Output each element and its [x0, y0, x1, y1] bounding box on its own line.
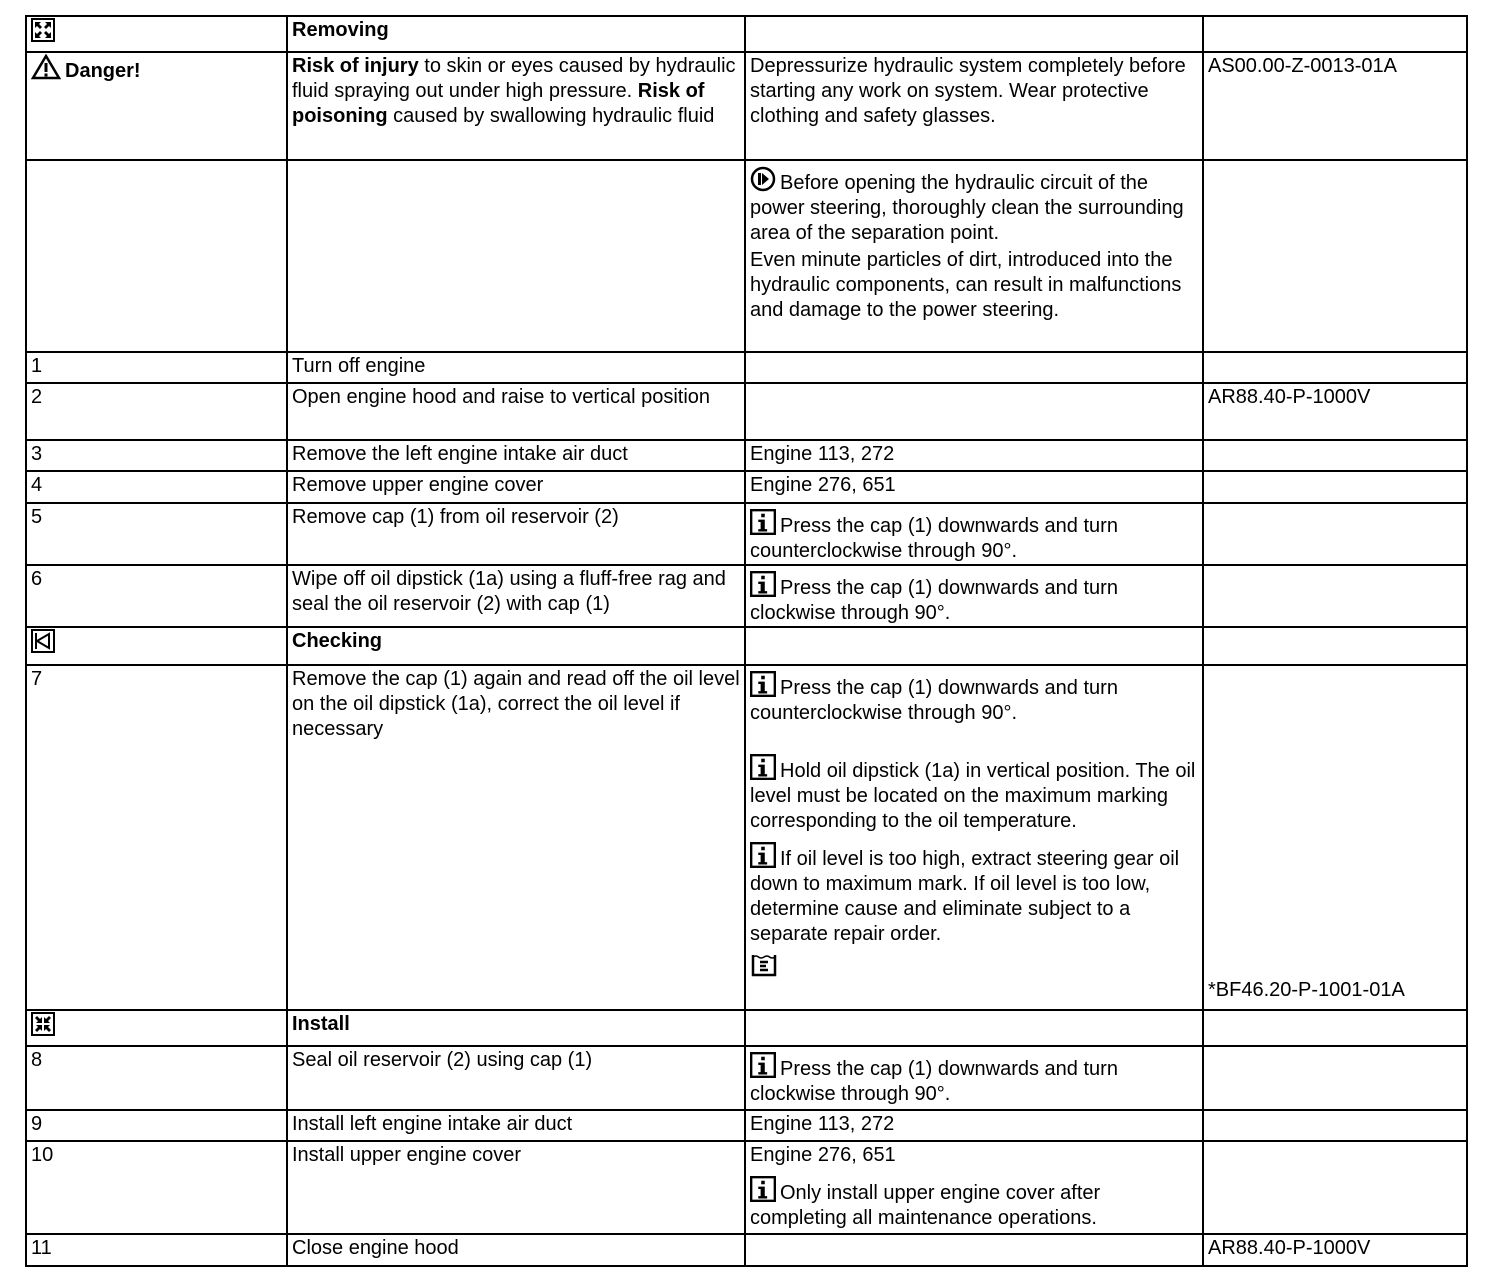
- step-number: 3: [26, 440, 287, 471]
- step-row: [26, 1110, 1467, 1141]
- info-icon: [750, 842, 776, 868]
- info-icon: [750, 1176, 776, 1202]
- step-action: Install upper engine cover: [287, 1141, 745, 1234]
- install-icon: [31, 1012, 55, 1036]
- step-notes: [745, 1141, 1203, 1234]
- danger-measure: Depressurize hydraulic system completely before starting any work on system. Wear protective clothing and safety glasses.: [745, 52, 1203, 160]
- step-notes: [745, 471, 1203, 503]
- risk-injury: Risk of injury: [292, 55, 419, 77]
- step-note: Only install upper engine cover after completing all maintenance operations.: [750, 1182, 1101, 1229]
- step-notes: [745, 503, 1203, 565]
- step-reference[interactable]: [1203, 352, 1467, 383]
- step-number: 1: [26, 352, 287, 383]
- step-row: [26, 1046, 1467, 1110]
- step-note: Hold oil dipstick (1a) in vertical position. The oil level must be located on the maximum marking corresponding to the oil temperature.: [750, 760, 1196, 832]
- step-reference[interactable]: [1203, 1110, 1467, 1141]
- step-notes: [745, 440, 1203, 471]
- danger-label: Danger!: [65, 60, 141, 82]
- step-notes: [745, 1046, 1203, 1110]
- risk-poisoning: Risk of poisoning: [292, 80, 705, 127]
- info-icon: [750, 754, 776, 780]
- step-action: Install left engine intake air duct: [287, 1110, 745, 1141]
- step-notes: [745, 352, 1203, 383]
- section-title: Removing: [292, 19, 389, 41]
- step-action: Remove cap (1) from oil reservoir (2): [287, 503, 745, 565]
- section-row-checking: [26, 627, 1467, 665]
- caution-note-icon: [750, 166, 776, 192]
- step-action: Turn off engine: [287, 352, 745, 383]
- step-reference[interactable]: [1203, 503, 1467, 565]
- step-row: [26, 440, 1467, 471]
- step-number: 5: [26, 503, 287, 565]
- step-row: [26, 471, 1467, 503]
- step-number: 10: [26, 1141, 287, 1234]
- step-note: Press the cap (1) downwards and turn clockwise through 90°.: [750, 1058, 1118, 1105]
- info-icon: [750, 571, 776, 597]
- step-notes: [745, 1110, 1203, 1141]
- step-row: [26, 503, 1467, 565]
- step-note: If oil level is too high, extract steering gear oil down to maximum mark. If oil level is too low, determine cause and eliminate subject to a separate repair order.: [750, 848, 1180, 945]
- step-notes: [745, 1234, 1203, 1266]
- step-number: 2: [26, 383, 287, 440]
- step-reference[interactable]: *BF46.20-P-1001-01A: [1203, 665, 1467, 1010]
- info-icon: [750, 509, 776, 535]
- step-reference[interactable]: [1203, 1141, 1467, 1234]
- section-row-install: [26, 1010, 1467, 1046]
- risk-injury-text: to skin or eyes caused by hydraulic fluid spraying out under high pressure.: [292, 55, 736, 102]
- section-title: Install: [292, 1013, 350, 1035]
- step-reference[interactable]: [1203, 565, 1467, 627]
- danger-row: [26, 52, 1467, 160]
- step-notes: [745, 565, 1203, 627]
- info-icon: [750, 1052, 776, 1078]
- step-action: Remove upper engine cover: [287, 471, 745, 503]
- step-reference[interactable]: AR88.40-P-1000V: [1203, 383, 1467, 440]
- step-number: 7: [26, 665, 287, 1010]
- step-action: Close engine hood: [287, 1234, 745, 1266]
- step-row: [26, 383, 1467, 440]
- procedure-table: [25, 15, 1468, 1267]
- step-reference[interactable]: [1203, 440, 1467, 471]
- step-number: 9: [26, 1110, 287, 1141]
- step-action: Remove the cap (1) again and read off the oil level on the oil dipstick (1a), correct the oil level if necessary: [287, 665, 745, 1010]
- step-note: Engine 113, 272: [750, 1113, 895, 1135]
- step-action: Remove the left engine intake air duct: [287, 440, 745, 471]
- step-notes: [745, 665, 1203, 1010]
- step-action: Wipe off oil dipstick (1a) using a fluff-free rag and seal the oil reservoir (2) with cap (1): [287, 565, 745, 627]
- step-row: [26, 1141, 1467, 1234]
- warning-triangle-icon: [31, 54, 61, 80]
- checking-icon: [31, 629, 55, 653]
- step-reference[interactable]: [1203, 471, 1467, 503]
- step-number: 6: [26, 565, 287, 627]
- step-row: [26, 352, 1467, 383]
- step-note: Engine 113, 272: [750, 443, 895, 465]
- step-note: Press the cap (1) downwards and turn counterclockwise through 90°.: [750, 677, 1118, 724]
- step-reference[interactable]: AR88.40-P-1000V: [1203, 1234, 1467, 1266]
- danger-reference[interactable]: AS00.00-Z-0013-01A: [1203, 52, 1467, 160]
- step-note: Press the cap (1) downwards and turn counterclockwise through 90°.: [750, 515, 1118, 562]
- step-reference[interactable]: [1203, 1046, 1467, 1110]
- risk-poisoning-text: caused by swallowing hydraulic fluid: [387, 105, 715, 127]
- step-note: Press the cap (1) downwards and turn clockwise through 90°.: [750, 577, 1118, 624]
- info-icon: [750, 671, 776, 697]
- step-number: 4: [26, 471, 287, 503]
- step-number: 11: [26, 1234, 287, 1266]
- step-number: 8: [26, 1046, 287, 1110]
- oil-container-icon: [750, 951, 780, 979]
- removing-icon: [31, 18, 55, 42]
- section-row-removing: [26, 16, 1467, 52]
- step-action: Open engine hood and raise to vertical position: [287, 383, 745, 440]
- step-note: Engine 276, 651: [750, 474, 896, 496]
- section-title: Checking: [292, 630, 383, 652]
- note-text: Before opening the hydraulic circuit of the power steering, thoroughly clean the surrounding area of the separation point.: [750, 172, 1184, 244]
- step-row: [26, 665, 1467, 1010]
- step-row: [26, 565, 1467, 627]
- step-action: Seal oil reservoir (2) using cap (1): [287, 1046, 745, 1110]
- step-notes: [745, 383, 1203, 440]
- step-note: Engine 276, 651: [750, 1144, 896, 1166]
- note-row: [26, 160, 1467, 352]
- note-text: Even minute particles of dirt, introduced into the hydraulic components, can result in malfunctions and damage to the power steering.: [750, 249, 1182, 321]
- step-row: [26, 1234, 1467, 1266]
